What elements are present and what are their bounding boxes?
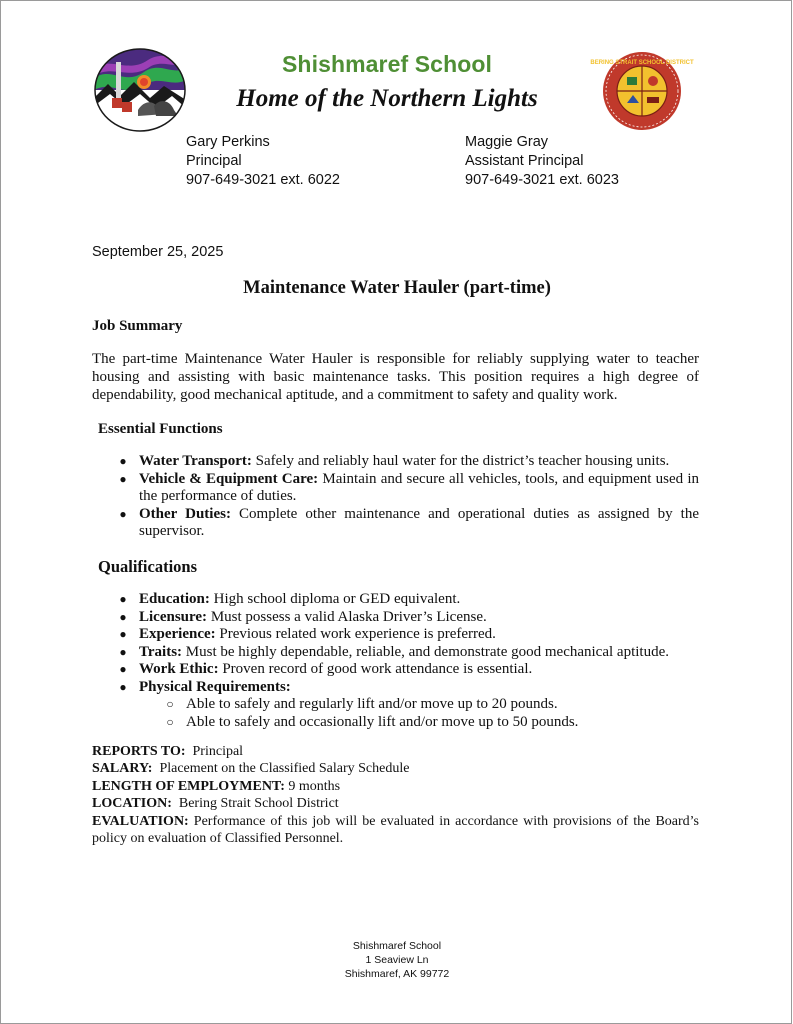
footer-street: 1 Seaview Ln — [365, 954, 429, 966]
item-text: Maintain and secure all vehicles, tools, and equipment used in the performance of duties. — [139, 470, 699, 504]
letter-date: September 25, 2025 — [92, 244, 224, 260]
item-label: Other Duties: — [139, 505, 231, 522]
item-text: Complete other maintenance and operational duties as assigned by the supervisor. — [139, 505, 699, 539]
item-label: Experience: — [139, 626, 216, 642]
qualifications-list — [117, 591, 699, 731]
physical-requirements-list — [139, 696, 699, 731]
item-text: Proven record of good work attendance is essential. — [218, 661, 533, 677]
contact-phone: 907-649-3021 ext. 6022 — [186, 172, 340, 188]
detail-value: Performance of this job will be evaluated in accordance with provisions of the Board’s policy on evaluation of Classified Personnel. — [92, 813, 699, 847]
item-text: Safely and reliably haul water for the district’s teacher housing units. — [251, 453, 670, 469]
list-item — [117, 506, 699, 541]
list-item — [117, 453, 699, 471]
bullet-icon: ● — [119, 506, 127, 521]
bullet-icon: ● — [119, 627, 127, 641]
reports-to-line — [92, 743, 699, 760]
contact-phone: 907-649-3021 ext. 6023 — [465, 172, 619, 188]
list-item — [117, 609, 699, 627]
item-text: Able to safely and regularly lift and/or move up to 20 pounds. — [186, 696, 558, 712]
list-item — [117, 679, 699, 732]
assistant-principal-contact — [465, 133, 619, 190]
principal-contact — [186, 133, 340, 190]
list-item — [117, 471, 699, 506]
list-item — [117, 644, 699, 662]
bullet-icon: ● — [119, 644, 127, 659]
location-line — [92, 795, 699, 812]
item-label: Work Ethic: — [139, 661, 219, 677]
item-text: High school diploma or GED equivalent. — [209, 591, 461, 607]
job-summary-text: The part-time Maintenance Water Hauler is responsible for reliably supplying water to teacher housing and assisting with basic maintenance tasks. This position requires a high degree of dependability, good mechanical aptitude, and a commitment to safety and quality work. — [92, 351, 699, 403]
school-tagline: Home of the Northern Lights — [236, 85, 538, 112]
detail-value: 9 months — [284, 778, 341, 794]
item-text: Must be highly dependable, reliable, and demonstrate good mechanical aptitude. — [182, 643, 669, 660]
detail-value: Principal — [185, 744, 244, 759]
school-name: Shishmaref School — [281, 51, 493, 77]
detail-value: Bering Strait School District — [171, 796, 339, 812]
bullet-icon: ● — [119, 592, 127, 606]
item-label: Licensure: — [139, 608, 208, 625]
job-summary-heading: Job Summary — [92, 318, 183, 334]
district-seal — [590, 51, 694, 131]
bullet-icon: ● — [119, 454, 127, 468]
item-text: Able to safely and occasionally lift and/or move up to 50 pounds. — [186, 713, 579, 730]
list-item — [117, 626, 699, 644]
bullet-icon: ● — [119, 679, 127, 694]
detail-label: REPORTS TO: — [92, 744, 186, 759]
detail-label: LENGTH OF EMPLOYMENT: — [92, 778, 285, 794]
length-of-employment-line — [92, 778, 699, 795]
bullet-icon: ● — [119, 662, 127, 676]
qualifications-heading: Qualifications — [98, 557, 198, 576]
bullet-icon: ● — [119, 609, 127, 624]
job-title: Maintenance Water Hauler (part-time) — [243, 278, 551, 298]
district-seal-text: BERING STRAIT SCHOOL DISTRICT — [590, 60, 694, 66]
detail-label: SALARY: — [92, 761, 153, 777]
item-label: Vehicle & Equipment Care: — [139, 470, 319, 487]
list-item — [164, 714, 699, 732]
list-item — [117, 591, 699, 609]
footer-address — [1, 939, 793, 981]
list-item — [117, 661, 699, 679]
contact-name: Gary Perkins — [186, 134, 270, 150]
contact-title: Assistant Principal — [465, 153, 584, 169]
item-label: Physical Requirements: — [139, 678, 291, 695]
list-item — [164, 696, 699, 714]
detail-label: EVALUATION: — [92, 813, 189, 829]
item-label: Traits: — [139, 643, 183, 660]
salary-line — [92, 760, 699, 777]
essential-functions-heading: Essential Functions — [98, 421, 223, 437]
position-details — [92, 743, 699, 847]
item-label: Education: — [139, 591, 210, 607]
bullet-icon: ● — [119, 471, 127, 486]
hollow-bullet-icon: ○ — [166, 714, 174, 729]
evaluation-line — [92, 813, 699, 848]
item-text: Previous related work experience is preferred. — [215, 626, 496, 642]
contact-name: Maggie Gray — [465, 134, 549, 150]
hollow-bullet-icon: ○ — [166, 697, 174, 711]
essential-functions-list — [117, 453, 699, 541]
footer-school-name: Shishmaref School — [352, 940, 442, 952]
contact-title: Principal — [186, 153, 242, 169]
detail-value: Placement on the Classified Salary Schedule — [152, 761, 410, 777]
footer-city-state-zip: Shishmaref, AK 99772 — [344, 968, 450, 980]
item-text: Must possess a valid Alaska Driver’s License. — [207, 608, 487, 625]
item-label: Water Transport: — [139, 453, 252, 469]
detail-label: LOCATION: — [92, 796, 172, 812]
